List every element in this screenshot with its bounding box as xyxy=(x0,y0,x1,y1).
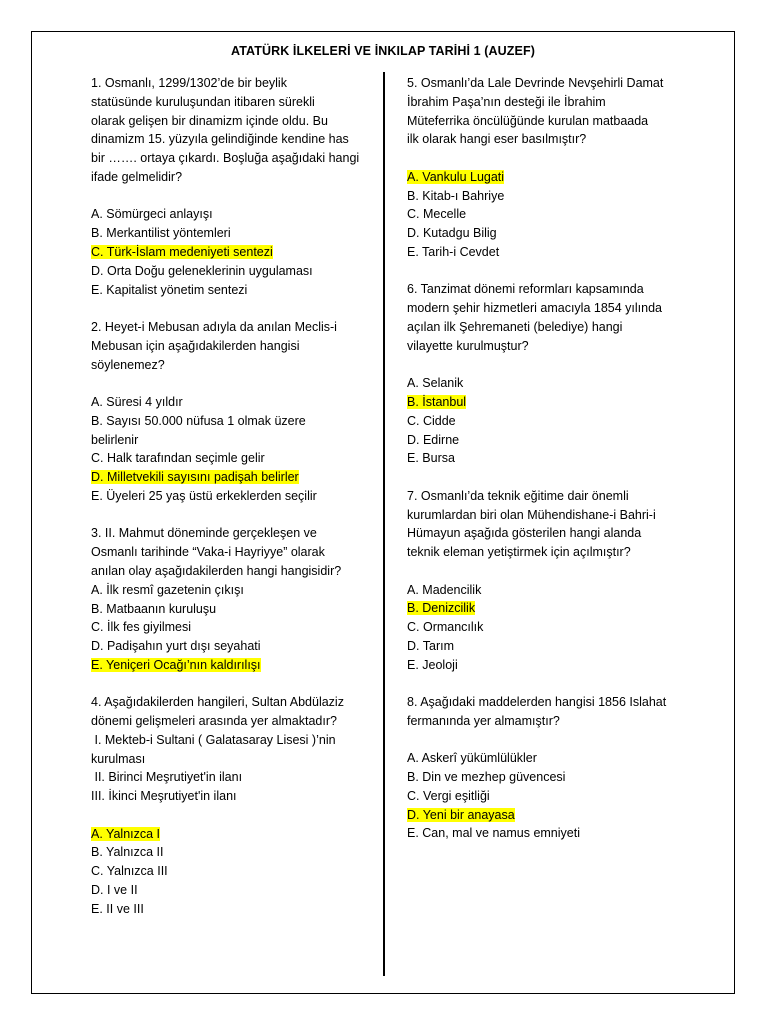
option-e xyxy=(91,281,373,300)
option-e xyxy=(91,487,373,506)
question-2 xyxy=(91,318,373,506)
question-1 xyxy=(91,74,373,299)
stem-line: ilk olarak hangi eser basılmıştır? xyxy=(407,132,587,147)
stem-line: kurulması xyxy=(91,751,146,766)
option-text: B. Denizcilik xyxy=(407,601,476,616)
option-text: A. Askerî yükümlülükler xyxy=(407,751,537,766)
option-a xyxy=(407,749,707,768)
option-a xyxy=(407,374,707,393)
option-text: E. Jeoloji xyxy=(407,657,458,672)
question-4 xyxy=(91,693,373,918)
question-stem xyxy=(407,487,707,562)
option-a xyxy=(407,168,707,187)
option-d xyxy=(91,262,373,281)
stem-line: Mebusan için aşağıdakilerden hangisi xyxy=(91,338,300,353)
option-text: A. Süresi 4 yıldır xyxy=(91,394,183,409)
answer-options xyxy=(407,581,707,675)
option-text: E. Yeniçeri Ocağı’nın kaldırılışı xyxy=(91,657,261,672)
question-8 xyxy=(407,693,707,843)
stem-line: 1. Osmanlı, 1299/1302’de bir beylik xyxy=(91,76,287,90)
question-stem xyxy=(91,524,373,580)
option-c xyxy=(407,618,707,637)
option-text: A. Madencilik xyxy=(407,582,482,597)
option-text: E. Bursa xyxy=(407,451,455,466)
answer-options xyxy=(407,168,707,262)
answer-options xyxy=(407,374,707,468)
option-c xyxy=(91,618,373,637)
option-text: B. Merkantilist yöntemleri xyxy=(91,226,231,241)
stem-line: modern şehir hizmetleri amacıyla 1854 yılında xyxy=(407,301,662,316)
answer-options xyxy=(91,205,373,299)
answer-options xyxy=(91,393,373,506)
stem-line: Müteferrika öncülüğünde kurulan matbaada xyxy=(407,113,649,128)
stem-line: fermanında yer almamıştır? xyxy=(407,713,560,728)
option-d xyxy=(407,224,707,243)
stem-line: 2. Heyet-i Mebusan adıyla da anılan Meclis-i xyxy=(91,319,337,334)
answer-options xyxy=(91,825,373,919)
option-b xyxy=(91,412,341,450)
question-5 xyxy=(407,74,707,262)
stem-line: Osmanlı tarihinde “Vaka-i Hayriyye” olarak xyxy=(91,545,325,560)
option-text: B. Din ve mezhep güvencesi xyxy=(407,770,566,785)
stem-line: söylenemez? xyxy=(91,357,165,372)
right-column xyxy=(407,74,707,862)
option-text: B. Kitab-ı Bahriye xyxy=(407,188,505,203)
option-text: E. Kapitalist yönetim sentezi xyxy=(91,282,248,297)
column-divider xyxy=(383,72,385,976)
question-stem xyxy=(91,74,373,187)
stem-line: 3. II. Mahmut döneminde gerçekleşen ve xyxy=(91,526,317,541)
option-a xyxy=(91,205,373,224)
option-e xyxy=(91,900,373,919)
stem-line: ifade gelmelidir? xyxy=(91,169,183,184)
option-text: C. Türk-İslam medeniyeti sentezi xyxy=(91,244,273,259)
option-text: D. I ve II xyxy=(91,883,138,898)
stem-line: dinamizm 15. yüzyıla gelindiğinde kendine has xyxy=(91,132,349,147)
option-text: B. Matbaanın kuruluşu xyxy=(91,601,217,616)
stem-line: kurumlardan biri olan Mühendishane-i Bahri-i xyxy=(407,507,656,522)
option-c xyxy=(91,243,373,262)
option-text: C. Cidde xyxy=(407,413,456,428)
page-title: ATATÜRK İLKELERİ VE İNKILAP TARİHİ 1 (AUZEF) xyxy=(231,44,535,58)
option-e xyxy=(407,824,707,843)
stem-line: statüsünde kuruluşundan itibaren sürekli xyxy=(91,94,315,109)
stem-line: 8. Aşağıdaki maddelerden hangisi 1856 Islahat xyxy=(407,695,667,710)
question-7 xyxy=(407,487,707,675)
question-stem xyxy=(91,318,373,374)
option-text: D. Kutadgu Bilig xyxy=(407,226,497,241)
stem-line: teknik eleman yetiştirmek için açılmıştır? xyxy=(407,545,631,560)
stem-line: 5. Osmanlı’da Lale Devrinde Nevşehirli Damat xyxy=(407,76,664,90)
option-text: E. Can, mal ve namus emniyeti xyxy=(407,826,580,841)
stem-line: 7. Osmanlı’da teknik eğitime dair önemli xyxy=(407,488,629,503)
option-text: D. Milletvekili sayısını padişah belirler xyxy=(91,470,299,485)
option-c xyxy=(91,862,373,881)
answer-options xyxy=(407,749,707,843)
stem-line: İbrahim Paşa’nın desteği ile İbrahim xyxy=(407,94,606,109)
option-text: D. Tarım xyxy=(407,638,454,653)
option-text: B. İstanbul xyxy=(407,394,467,409)
option-a xyxy=(91,825,373,844)
question-3 xyxy=(91,524,373,674)
stem-line: I. Mekteb-i Sultani ( Galatasaray Lisesi )’nin xyxy=(91,732,336,747)
option-text: E. Üyeleri 25 yaş üstü erkeklerden seçilir xyxy=(91,488,317,503)
answer-options xyxy=(91,581,373,675)
stem-line: II. Birinci Meşrutiyet'in ilanı xyxy=(91,770,243,785)
option-b xyxy=(91,600,373,619)
option-e xyxy=(407,656,707,675)
stem-line: 4. Aşağıdakilerden hangileri, Sultan Abdülaziz xyxy=(91,695,344,710)
option-text: C. Yalnızca III xyxy=(91,864,168,879)
option-d xyxy=(407,806,707,825)
option-text: D. Edirne xyxy=(407,432,460,447)
option-text: C. Mecelle xyxy=(407,207,467,222)
option-a xyxy=(407,581,707,600)
question-stem xyxy=(407,693,707,731)
option-d xyxy=(91,637,373,656)
question-stem xyxy=(407,280,707,355)
option-text: C. Halk tarafından seçimle gelir xyxy=(91,451,265,466)
stem-line: bir ……. ortaya çıkardı. Boşluğa aşağıdaki hangi xyxy=(91,151,360,166)
option-text: B. Sayısı 50.000 nüfusa 1 olmak üzere belirlenir xyxy=(91,413,306,447)
option-b xyxy=(91,843,373,862)
option-text: B. Yalnızca II xyxy=(91,845,164,860)
stem-line: dönemi gelişmeleri arasında yer almaktadır? xyxy=(91,714,337,729)
question-6 xyxy=(407,280,707,468)
option-text: C. İlk fes giyilmesi xyxy=(91,620,192,635)
option-e xyxy=(91,656,373,675)
option-b xyxy=(407,187,707,206)
option-text: E. II ve III xyxy=(91,901,144,916)
option-text: D. Yeni bir anayasa xyxy=(407,807,515,822)
option-c xyxy=(407,412,707,431)
option-text: E. Tarih-i Cevdet xyxy=(407,244,500,259)
stem-line: vilayette kurulmuştur? xyxy=(407,338,529,353)
stem-line: açılan ilk Şehremaneti (belediye) hangi xyxy=(407,319,623,334)
option-a xyxy=(91,393,373,412)
option-text: C. Ormancılık xyxy=(407,620,484,635)
stem-line: anılan olay aşağıdakilerden hangi hangisidir? xyxy=(91,563,342,578)
stem-line: 6. Tanzimat dönemi reformları kapsamında xyxy=(407,282,644,297)
option-b xyxy=(91,224,373,243)
question-stem xyxy=(407,74,707,149)
option-e xyxy=(407,449,707,468)
stem-line: olarak gelişen bir dinamizm içinde oldu. Bu xyxy=(91,113,328,128)
option-text: A. Selanik xyxy=(407,376,464,391)
option-c xyxy=(91,449,373,468)
stem-line: III. İkinci Meşrutiyet'in ilanı xyxy=(91,789,237,804)
option-b xyxy=(407,768,707,787)
option-text: A. Sömürgeci anlayışı xyxy=(91,207,213,222)
stem-line: Hümayun aşağıda gösterilen hangi alanda xyxy=(407,526,642,541)
option-d xyxy=(91,881,373,900)
option-e xyxy=(407,243,707,262)
option-text: A. Yalnızca I xyxy=(91,826,161,841)
option-text: D. Padişahın yurt dışı seyahati xyxy=(91,639,261,654)
option-d xyxy=(407,637,707,656)
left-column xyxy=(91,74,373,937)
option-b xyxy=(407,393,707,412)
option-c xyxy=(407,205,707,224)
option-d xyxy=(407,431,707,450)
option-text: C. Vergi eşitliği xyxy=(407,788,490,803)
option-b xyxy=(407,599,707,618)
option-d xyxy=(91,468,373,487)
option-text: D. Orta Doğu geleneklerinin uygulaması xyxy=(91,263,313,278)
question-stem xyxy=(91,693,373,806)
option-text: A. Vankulu Lugati xyxy=(407,169,505,184)
option-a xyxy=(91,581,373,600)
option-c xyxy=(407,787,707,806)
option-text: A. İlk resmî gazetenin çıkışı xyxy=(91,582,244,597)
